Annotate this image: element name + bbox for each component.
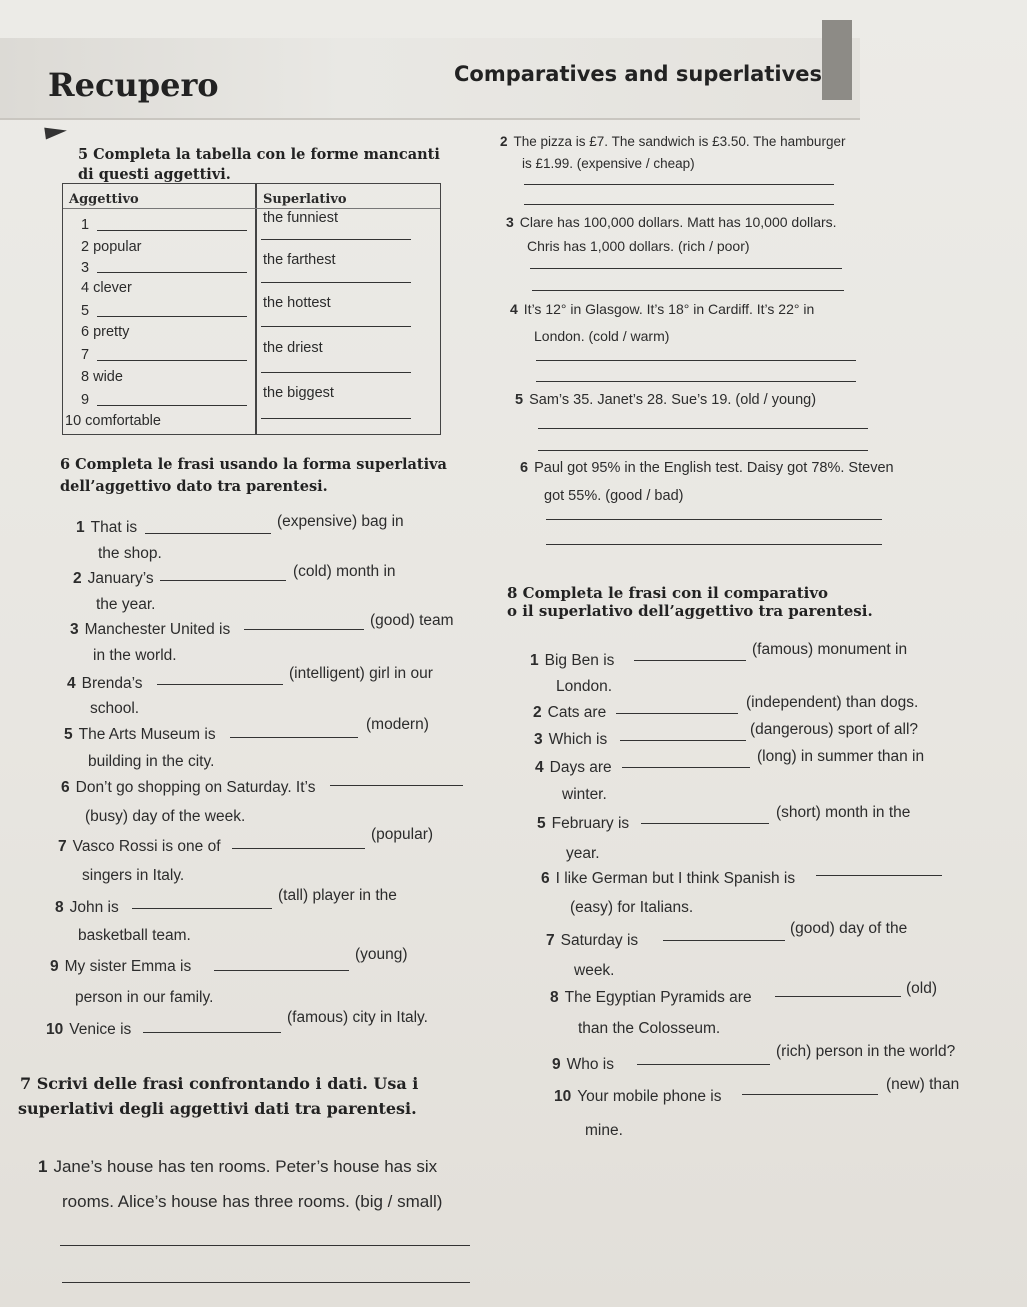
ex8-blank-2[interactable]	[616, 713, 738, 714]
ex6-item-10-hint: (famous) city in Italy.	[287, 1009, 428, 1026]
ex6-blank-10[interactable]	[143, 1032, 281, 1033]
table-row-7-sup: the driest	[263, 340, 323, 356]
page-title: Recupero	[48, 66, 219, 104]
ex8-title-line2: o il superlativo dell’aggettivo tra parentesi.	[507, 602, 873, 620]
ex7-item-6: 6 Paul got 95% in the English test. Daisy got 78%. Steven	[520, 460, 894, 476]
ex6-item-3-hint: (good) team	[370, 612, 454, 629]
ex5-title-line1: 5 Completa la tabella con le forme mancanti	[78, 146, 440, 163]
table-header-superlative: Superlativo	[263, 192, 347, 207]
ex5-title-line2: di questi aggettivi.	[78, 166, 231, 183]
table-row-1-sup: the funniest	[263, 210, 338, 226]
ex8-item-6: 6 I like German but I think Spanish is	[541, 870, 796, 887]
blank-8-sup[interactable]	[261, 372, 411, 373]
ex6-item-2-hint: (cold) month in	[293, 563, 396, 580]
ex8-item-1-hint: (famous) monument in	[752, 641, 908, 658]
ex8-item-5-cont: year.	[566, 845, 600, 862]
ex6-item-7: 7 Vasco Rossi is one of	[58, 838, 221, 855]
ex6-item-7-hint: (popular)	[371, 826, 434, 843]
ex8-item-5: 5 February is	[537, 815, 630, 832]
ex7-item-2-line2: is £1.99. (expensive / cheap)	[522, 156, 695, 171]
ex7-item-3: 3 Clare has 100,000 dollars. Matt has 10,000 dollars.	[506, 214, 837, 230]
ex7-answer-5a[interactable]	[538, 428, 868, 429]
blank-4-sup[interactable]	[261, 282, 411, 283]
ex7-answer-4a[interactable]	[536, 360, 856, 361]
ex7-answer-5b[interactable]	[538, 450, 868, 451]
ex8-blank-9[interactable]	[637, 1064, 770, 1065]
ex8-blank-6[interactable]	[816, 875, 942, 876]
ex8-item-5-hint: (short) month in the	[776, 804, 911, 821]
table-row-5-adj: 5	[81, 303, 90, 319]
ex8-item-8-hint: (old)	[906, 980, 938, 997]
table-header-adjective: Aggettivo	[69, 192, 139, 207]
ex6-blank-1[interactable]	[145, 533, 271, 534]
ex7-answer-3a[interactable]	[530, 268, 842, 269]
ex6-blank-6[interactable]	[330, 785, 463, 786]
ex6-item-9: 9 My sister Emma is	[50, 958, 192, 975]
blank-10-sup[interactable]	[261, 418, 411, 419]
ex6-item-5-cont: building in the city.	[88, 753, 215, 770]
ex6-blank-7[interactable]	[232, 848, 365, 849]
ex6-item-8-cont: basketball team.	[78, 927, 191, 944]
ex6-item-4-hint: (intelligent) girl in our	[289, 665, 433, 682]
table-row-9-adj: 9	[81, 392, 90, 408]
blank-9-adj[interactable]	[97, 405, 247, 406]
ex7-item-3-line2: Chris has 1,000 dollars. (rich / poor)	[527, 238, 750, 254]
ex6-blank-8[interactable]	[132, 908, 272, 909]
ex6-item-8-hint: (tall) player in the	[278, 887, 397, 904]
ex6-item-5: 5 The Arts Museum is	[64, 726, 216, 743]
ex7-item-5: 5 Sam’s 35. Janet’s 28. Sue’s 19. (old / young)	[515, 392, 817, 408]
page-edge	[822, 20, 852, 100]
ex6-blank-5[interactable]	[230, 737, 358, 738]
table-row-9-sup: the biggest	[263, 385, 334, 401]
ex8-blank-3[interactable]	[620, 740, 746, 741]
ex6-item-4: 4 Brenda’s	[67, 675, 143, 692]
ex8-item-8-cont: than the Colosseum.	[578, 1020, 721, 1037]
ex8-blank-5[interactable]	[641, 823, 769, 824]
ex7-answer-1b[interactable]	[62, 1282, 470, 1283]
ex7-answer-6b[interactable]	[546, 544, 882, 545]
ex8-item-2-hint: (independent) than dogs.	[746, 694, 919, 711]
table-row-3-adj: 3	[81, 260, 90, 276]
ex8-item-10-hint: (new) than	[886, 1076, 960, 1093]
ex6-item-6-cont: (busy) day of the week.	[85, 808, 246, 825]
ex6-item-5-hint: (modern)	[366, 716, 429, 733]
ex8-item-8: 8 The Egyptian Pyramids are	[550, 989, 752, 1006]
blank-1-adj[interactable]	[97, 230, 247, 231]
ex7-answer-1a[interactable]	[60, 1245, 470, 1246]
table-row-6-adj: 6 pretty	[81, 324, 130, 340]
blank-6-sup[interactable]	[261, 326, 411, 327]
arrow-icon	[44, 125, 67, 140]
ex6-item-2-cont: the year.	[96, 596, 156, 613]
ex6-item-2: 2 January’s	[73, 570, 154, 587]
ex6-title-line2: dell’aggettivo dato tra parentesi.	[60, 478, 328, 495]
ex7-item-6-line2: got 55%. (good / bad)	[544, 488, 684, 504]
page-topic: Comparatives and superlatives	[454, 62, 823, 86]
ex8-title-line1: 8 Completa le frasi con il comparativo	[507, 584, 829, 602]
ex6-item-4-cont: school.	[90, 700, 140, 717]
ex8-blank-1[interactable]	[634, 660, 746, 661]
ex7-item-2: 2 The pizza is £7. The sandwich is £3.50. The hamburger	[500, 134, 846, 149]
table-row-3-sup: the farthest	[263, 252, 336, 268]
ex6-item-3-cont: in the world.	[93, 647, 177, 664]
blank-7-adj[interactable]	[97, 360, 247, 361]
blank-3-adj[interactable]	[97, 272, 247, 273]
ex8-item-7: 7 Saturday is	[546, 932, 639, 949]
ex7-answer-4b[interactable]	[536, 381, 856, 382]
ex6-item-6: 6 Don’t go shopping on Saturday. It’s	[61, 779, 316, 796]
ex8-item-3-hint: (dangerous) sport of all?	[750, 721, 919, 738]
ex8-item-2: 2 Cats are	[533, 704, 607, 721]
ex8-blank-7[interactable]	[663, 940, 785, 941]
ex6-item-8: 8 John is	[55, 899, 119, 916]
ex7-title-line1: 7 Scrivi delle frasi confrontando i dati. Usa i	[20, 1074, 419, 1093]
table-row-4-adj: 4 clever	[81, 280, 132, 296]
ex7-answer-2b[interactable]	[524, 204, 834, 205]
ex6-blank-3[interactable]	[244, 629, 364, 630]
ex8-blank-8[interactable]	[775, 996, 901, 997]
ex6-item-1: 1 That is	[76, 519, 138, 536]
ex8-item-10: 10 Your mobile phone is	[554, 1088, 722, 1105]
ex8-item-7-hint: (good) day of the	[790, 920, 908, 937]
table-row-7-adj: 7	[81, 347, 90, 363]
ex6-title-line1: 6 Completa le frasi usando la forma superlativa	[60, 456, 447, 473]
ex8-item-6-cont: (easy) for Italians.	[570, 899, 694, 916]
ex8-item-9-hint: (rich) person in the world?	[776, 1043, 956, 1060]
ex7-item-1: 1 Jane’s house has ten rooms. Peter’s house has six	[38, 1157, 438, 1176]
ex8-item-10-cont: mine.	[585, 1122, 623, 1139]
table-row-5-sup: the hottest	[263, 295, 331, 311]
table-row-10-adj: 10 comfortable	[65, 413, 161, 429]
ex8-blank-4[interactable]	[622, 767, 750, 768]
ex8-blank-10[interactable]	[742, 1094, 878, 1095]
ex8-item-4-hint: (long) in summer than in	[757, 748, 925, 765]
ex6-item-9-hint: (young)	[355, 946, 408, 963]
ex6-blank-9[interactable]	[214, 970, 349, 971]
blank-2-sup[interactable]	[261, 239, 411, 240]
ex8-item-1-cont: London.	[556, 678, 613, 695]
ex8-item-4: 4 Days are	[535, 759, 612, 776]
ex7-answer-3b[interactable]	[532, 290, 844, 291]
ex6-item-1-cont: the shop.	[98, 545, 162, 562]
ex7-answer-6a[interactable]	[546, 519, 882, 520]
ex6-blank-2[interactable]	[160, 580, 286, 581]
ex6-item-10: 10 Venice is	[46, 1021, 132, 1038]
ex8-item-7-cont: week.	[574, 962, 615, 979]
ex7-item-1-line2: rooms. Alice’s house has three rooms. (big / small)	[62, 1192, 443, 1211]
blank-5-adj[interactable]	[97, 316, 247, 317]
ex6-blank-4[interactable]	[157, 684, 283, 685]
ex7-item-4-line2: London. (cold / warm)	[534, 328, 670, 344]
ex8-item-3: 3 Which is	[534, 731, 608, 748]
table-row-1-adj: 1	[81, 217, 90, 233]
ex7-answer-2a[interactable]	[524, 184, 834, 185]
ex6-item-7-cont: singers in Italy.	[82, 867, 185, 884]
ex7-item-4: 4 It’s 12° in Glasgow. It’s 18° in Cardiff. It’s 22° in	[510, 301, 815, 317]
table-row-8-adj: 8 wide	[81, 369, 123, 385]
ex6-item-1-hint: (expensive) bag in	[277, 513, 404, 530]
ex8-item-4-cont: winter.	[562, 786, 607, 803]
ex8-item-1: 1 Big Ben is	[530, 652, 615, 669]
table-row-2-adj: 2 popular	[81, 239, 142, 255]
ex7-title-line2: superlativi degli aggettivi dati tra parentesi.	[18, 1099, 417, 1118]
ex8-item-9: 9 Who is	[552, 1056, 614, 1073]
ex5-table	[62, 183, 441, 435]
ex6-item-3: 3 Manchester United is	[70, 621, 231, 638]
ex6-item-9-cont: person in our family.	[75, 989, 214, 1006]
